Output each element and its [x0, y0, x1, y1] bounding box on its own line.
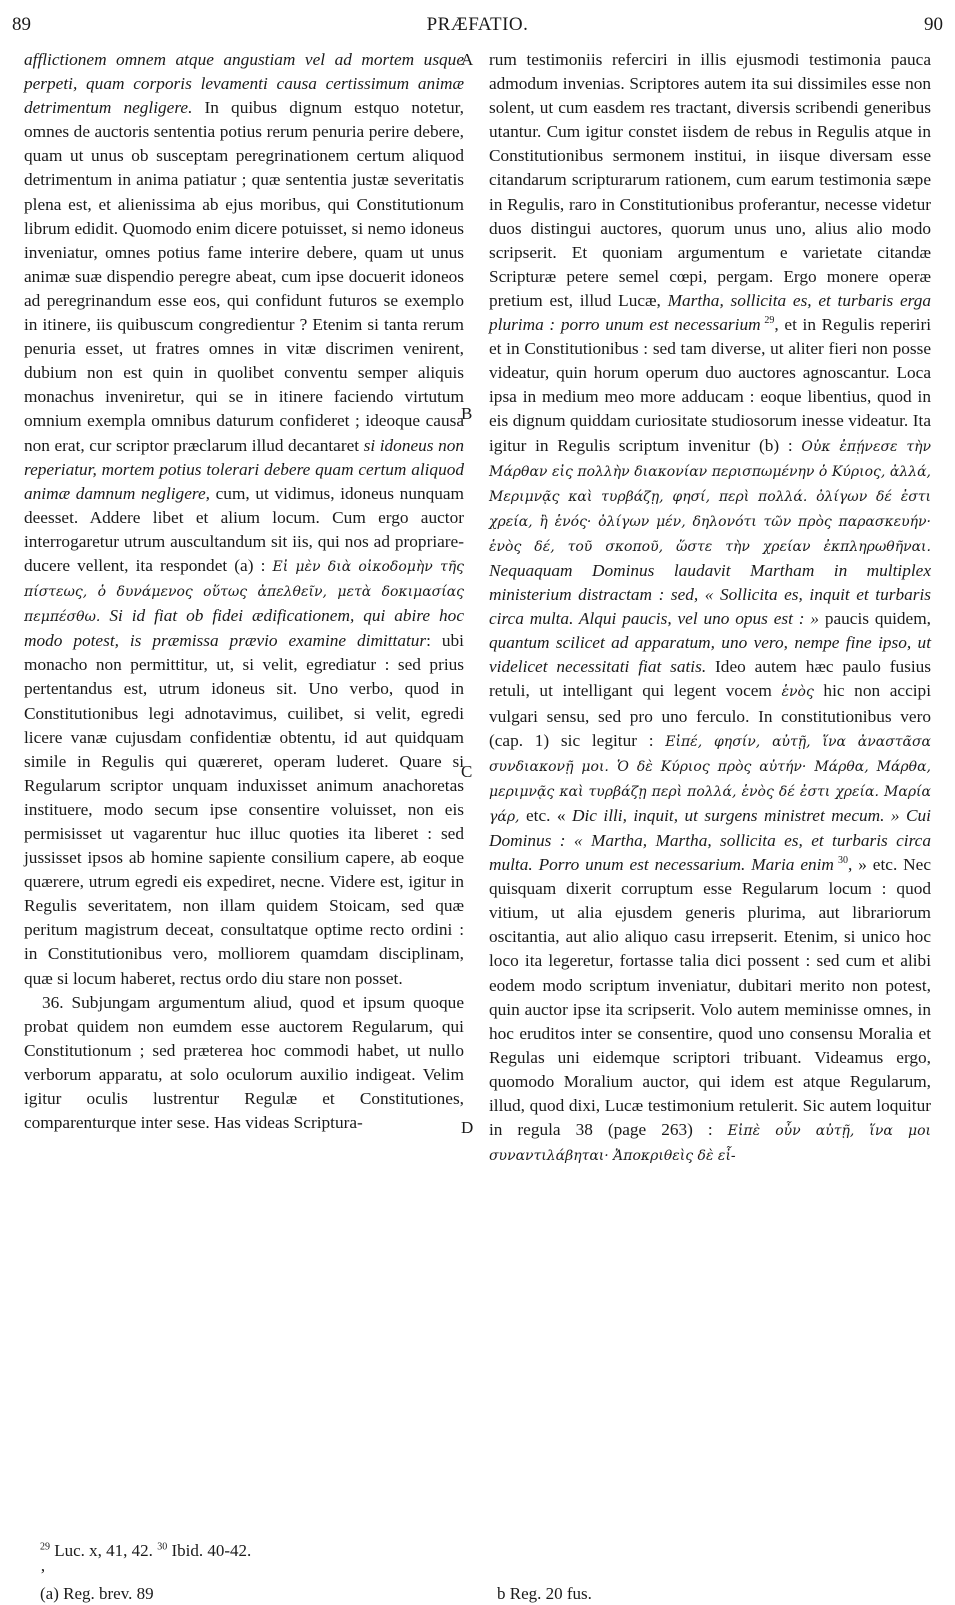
italic-text: si idoneus non reperiatur, mortem potius tolerari debere quam certum aliquod animæ damnum negligere,	[24, 435, 464, 503]
footnote-ref-30[interactable]: 30	[833, 855, 849, 867]
body-text: Ideo autem hæc paulo fusius retuli, ut intelligant qui legent vocem	[489, 657, 931, 701]
footnote-b: b Reg. 20 fus.	[497, 1584, 592, 1603]
italic-text: Martha, sollicita es, et turbaris erga plurima : porro unum est necessarium	[489, 290, 932, 335]
page-number-right: 90	[924, 14, 943, 35]
body-text: paucis quidem,	[819, 609, 931, 629]
greek-quotation: Εἰπὲ οὖν αὐτῇ, ἵνα μοι συναντιλάβηται· Ἀποκριθεὶς δὲ εἶ-	[489, 1123, 931, 1165]
greek-quotation: Οὐκ ἐπῄνεσε τὴν Μάρθαν εἰς πολλὴν διακονίαν περισπωμένην ὁ Κύριος, ἀλλά, Μεριμνᾷς καὶ τυρβάζῃ, φησί, περὶ πολλά. ὀλίγων δέ ἐστι χρεία, ἢ ἑνός· ὀλίγων μέν, δηλονότι τῶν πρὸς παρασκευήν· ἑνὸς δέ, τοῦ σκοποῦ, ὥστε τὴν χρείαν ἐκπληρωθῆναι.	[489, 438, 931, 555]
running-header	[0, 14, 955, 44]
body-text: hic non accipi vulgari sensu, sed pro uno ferculo. In constitutionibus vero (cap. 1) sic legitur :	[489, 681, 931, 750]
margin-letter-c: C	[461, 762, 473, 781]
paragraph-36	[24, 991, 464, 1136]
body-text: : ubi monacho non permittitur, ut, si velit, egrediatur : sed prius pertentandus est, utrum idoneus sit. Uno verbo, quod in Constitutionibus legi adnotavimus, cuilibet, si velit, egredi licere vanæ cujusdam confidentiæ obtentu, id aut quidquam simile in Regulis qui quæreret, operam luderet. Quare si Regularum scriptor unquam induxisset animum anachoretas instituere, modo secum ipse consentire voluisset, non eis permisisset ut vagarentur huc illuc quoties ita liberet : sed jussisset ipsos ab homine sapiente consilium capere, ab eoque quærere, utrum egredi eis expediret, necne. Videre est, igitur in Regulis severitatem, non illam quidem Stoicam, sed quæ peritum magistrum deceat, consultatque optime recto ordini : in Constitutionibus vero, molliorem quamdam disciplinam, quæ si locum haberet, rectus ordo diu stare non posset.	[24, 631, 464, 988]
margin-letter-a: A	[461, 50, 474, 69]
margin-letter-d: D	[461, 1118, 474, 1137]
italic-text: Si id fiat ob fidei ædificationem, qui abire hoc modo potest, is præmissa prævio examine dimittatur	[24, 606, 464, 651]
margin-letter-b: B	[461, 404, 473, 423]
footnote-29-30	[40, 1541, 251, 1561]
greek-word: ἑνὸς	[781, 684, 814, 701]
body-text: 36. Subjungam argumentum aliud, quod et ipsum quoque probat quidem non eumdem esse auctorem Regularum, qui Constitutionum ; sed præterea hoc commodi habet, ut nullo verborum apparatu, at solo oculorum auxilio indigeat. Velim igitur oculis lustrentur Regulæ et Constitutiones, comparenturque inter sese. Has videas Scriptura-	[24, 992, 464, 1133]
greek-quotation: Εἰ μὲν διὰ οἰκοδομὴν τῆς πίστεως, ὁ δυνάμενος οὕτως ἀπελθεῖν, μετὰ δοκιμασίας πεμπέσθω.	[24, 558, 464, 626]
body-text: rum testimoniis referciri in illis ejusmodi testimonia pauca admodum invenias. Scriptores autem ita sui dissimiles esse non solent, ut cum easdem res tractant, diversis scribendi generibus utantur. Cum igitur constet iisdem de rebus in Regulis atque in Constitutionibus sermonem institui, in iisque diversam esse citandarum scripturarum rationem, cum earum testimonia sæpe in Regulis, raro in Constitutionibus proferantur, necesse videtur duos distingui auctores, quorum unus uno, alius alio modo scripserit. Et quoniam argumentum e varietate citandæ Scripturæ petere semel cœpi, pergam. Ergo monere operæ pretium est, illud Lucæ,	[489, 50, 931, 310]
footnote-number: 29	[40, 1541, 50, 1553]
footnote-a: (a) Reg. brev. 89	[40, 1584, 154, 1603]
italic-text: Nequaquam Dominus laudavit Martham in multiplex ministerium distractam : sed, « Sollicita es, inquit et turbaris circa multa. Alqui paucis, vel uno opus est : »	[489, 560, 931, 629]
footnote-ref-29[interactable]: 29	[760, 315, 775, 327]
body-text: cum, ut vidimus, idoneus nunquam deesset. Addere libet et alium locum. Cum ergo auctor interrogaretur utrum auscultandum sit iis, qui nos ad propriareducere vellent, ita respondet (a) :	[24, 483, 464, 575]
greek-quotation: Εἰπέ, φησίν, αὐτῇ, ἵνα ἀναστᾶσα συνδιακονῇ μοι. Ὁ δὲ Κύριος πρὸς αὐτήν· Μάρθα, Μάρθα, μεριμνᾷς καὶ τυρβάζῃ περὶ πολλά, ἑνὸς δέ ἐστι χρεία. Μαρία γάρ,	[489, 733, 931, 825]
right-column	[489, 48, 931, 1168]
running-title: PRÆFATIO.	[426, 14, 529, 35]
italic-text: Dic illi, inquit, ut surgens ministret mecum. » Cui Dominus : « Martha, Martha, sollicita es, et turbaris circa multa. Porro unum est necessarium. Maria enim	[489, 805, 931, 875]
body-text: In quibus dignum estquo notetur, omnes de auctoris sententia potius rerum penuria perire debere, quam ut unus ob susceptam peregrinationem certum aliquod detrimentum in anima patiatur ; quæ sententia justæ severitatis plena est, et alienissima ab ejus moribus, qui Constitutionum librum edidit. Quomodo enim dicere potuisset, si nemo idoneus inveniatur, omnes potius fame interire debere, quam ut unus animæ suæ dispendio peregre abeat, cum ipse docuerit idoneos ad peregrinandum esse eos, qui confidunt futuros se exemplo in itinere, iis quibuscum congredientur ? Etenim si tanta rerum penuria esset, ut fratres omnes in vitæ discrimen venirent, dubium non est quin in quolibet conventu semper aliquis monachus inveniretur, qui se in itinere faciendo virtutum omnium exempla omnibus daturum confideret ; ideoque causa non erat, cur scriptor præclarum illud decantaret	[24, 98, 464, 455]
body-text: , » etc. Nec quisquam dixerit corruptum esse Regularum locum : quod vitium, ut alia ejusdem generis plurima, aut librariorum oscitantia, aut alio aliquo casu irrepserit. Etenim, si unico hoc loco ita legeretur, fortasse talia dici possent : sed cum et alibi eodem modo scriptum inveniatur, dubitari merito non potest, quin auctor ipse ita scripserit. Volo autem meminisse omnes, in hoc eruditos inter se consentire, quod uno consensu Moralia et Regulas uni eidemque scriptori tribuant. Videamus ergo, quomodo Moralium auctor, qui idem est atque Regularum, illud, quod dixi, Lucæ testimonium retulerit. Sic autem loquitur in regula 38 (page 263) :	[489, 855, 931, 1140]
italic-text: quantum scilicet ad apparatum, uno vero, nempe fine ipso, ut videlicet necessitati fiat satis.	[489, 633, 931, 677]
body-text: , et in Regulis reperiri et in Constitutionibus : sed tam diverse, ut aliter fieri non posse videatur, quin horum operum duo auctores agnoscantur. Loca ipsa in medium meo more adducam : eoque libentius, quod in eis dignum quiddam curiositate studiosorum inesse videatur. Ita igitur in Regulis scriptum invenitur (b) :	[489, 315, 931, 455]
paragraph	[24, 48, 464, 991]
footnote-text: Luc. x, 41, 42.	[50, 1541, 158, 1560]
italic-text: afflictionem omnem atque angustiam vel ad mortem usque perpeti, quam corporis levamenti causa certissimum animæ detrimentum negligere.	[24, 50, 464, 118]
paragraph	[489, 48, 931, 1168]
body-text: etc. «	[519, 805, 572, 825]
stray-mark: ’	[40, 1565, 46, 1584]
footnote-number: 30	[157, 1541, 168, 1553]
left-column	[24, 48, 464, 1135]
page-number-left: 89	[12, 14, 31, 35]
footnote-text: Ibid. 40-42.	[167, 1541, 252, 1560]
